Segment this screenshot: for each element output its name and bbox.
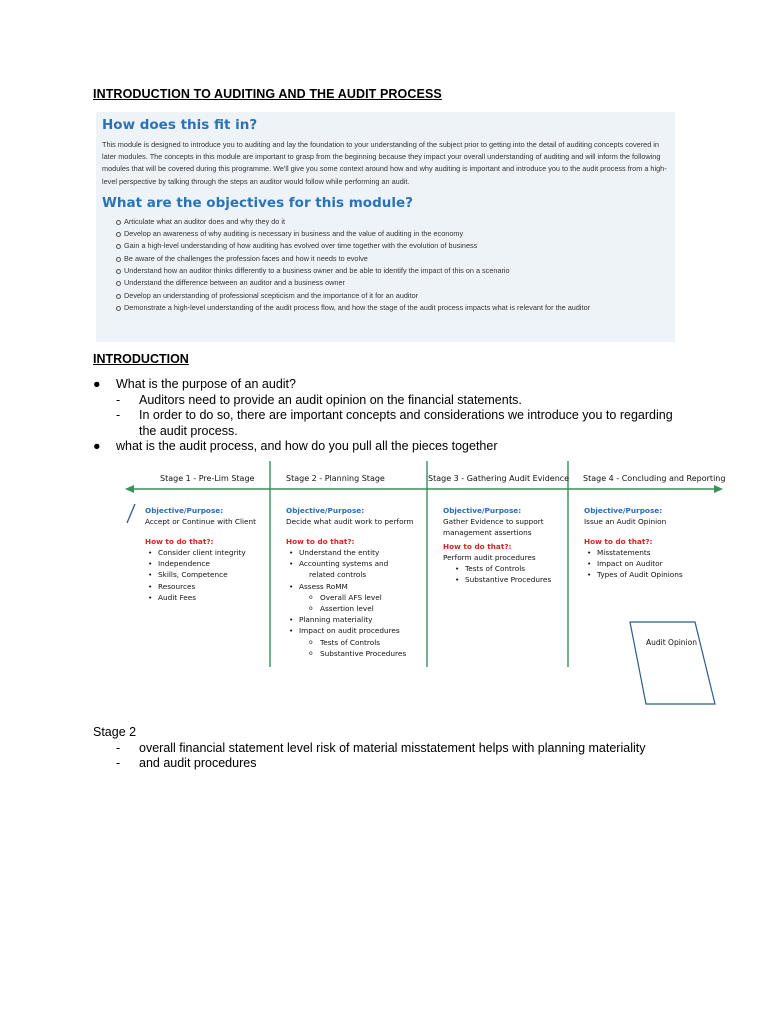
audit-opinion-parallelogram [630,622,715,704]
objective-item: Understand how an auditor thinks differently to a business owner and be able to identify the impact of this on a scenario [116,265,669,277]
stage-sub-item: o Tests of Controls [286,637,414,648]
stage-item: • Misstatements [584,547,683,558]
stage-item: • Audit Fees [145,592,256,603]
stage-4-header: Stage 4 - Concluding and Reporting [583,474,726,483]
dash-text: and audit procedures [139,756,257,770]
audit-opinion-label: Audit Opinion [646,638,697,647]
timeline-arrow-right-head [714,485,723,493]
stage-item: • Types of Audit Opinions [584,569,683,580]
bullet-marker: ● [93,377,101,391]
stage-2-content [286,505,414,659]
introduction-heading: INTRODUCTION [93,352,189,366]
slash-mark [127,504,135,523]
dash-marker: - [116,756,121,770]
stage-item: • Substantive Procedures [443,574,551,585]
stage-item: • Planning materiality [286,614,414,625]
dash-item [93,741,713,757]
stage-3-content [443,505,551,586]
objective-label: Objective/Purpose: [443,506,522,515]
dash-item [93,408,693,439]
bullet-marker: ● [93,439,101,453]
how-label: How to do that?: [584,537,653,546]
objective-text: Decide what audit work to perform [286,517,414,526]
dash-marker: - [116,740,121,755]
stage-item: • Resources [145,581,256,592]
bullet-item [93,377,693,393]
objective-label: Objective/Purpose: [145,506,224,515]
stage-item: • Understand the entity [286,547,414,558]
objective-text: Gather Evidence to support [443,517,544,526]
objective-item: Understand the difference between an auditor and a business owner [116,277,669,289]
module-overview-panel [96,112,675,342]
how-label: How to do that?: [443,542,512,551]
stage-item: • Impact on audit procedures [286,625,414,636]
how-text: Perform audit procedures [443,553,536,562]
stage-2-heading: Stage 2 [93,725,137,739]
introduction-bullets [93,377,693,455]
objectives-list [102,216,669,314]
stage-item-continuation: related controls [309,570,367,580]
objective-item: Be aware of the challenges the profession faces and how it needs to evolve [116,253,669,265]
stage-1-content [145,505,256,603]
objective-item: Articulate what an auditor does and why they do it [116,216,669,228]
objectives-heading: What are the objectives for this module? [102,194,413,211]
stage-sub-item: o Assertion level [286,603,414,614]
stage-sub-item: o Overall AFS level [286,592,414,603]
stage-1-header: Stage 1 - Pre-Lim Stage [160,474,255,483]
how-label: How to do that?: [286,537,355,546]
dash-text: In order to do so, there are important concepts and considerations we introduce you to regarding the audit process. [139,408,673,438]
objective-text: Accept or Continue with Client [145,517,257,526]
stage-item: • Independence [145,558,256,569]
dash-text: Auditors need to provide an audit opinion on the financial statements. [139,392,522,407]
stage-item: • Assess RoMM [286,581,414,592]
fit-heading: How does this fit in? [102,117,258,133]
dash-text: overall financial statement level risk of material misstatement helps with planning materiality [139,740,646,755]
dash-marker: - [116,408,121,422]
document-title: INTRODUCTION TO AUDITING AND THE AUDIT PROCESS [93,87,442,101]
objective-label: Objective/Purpose: [584,506,663,515]
stage-4-content [584,505,683,581]
objective-label: Objective/Purpose: [286,506,365,515]
stage-item: • Skills, Competence [145,569,256,580]
timeline-arrow-left-head [125,485,134,493]
dash-marker: - [116,392,121,407]
stage-2-notes [93,725,713,772]
objective-item: Demonstrate a high-level understanding of the audit process flow, and how the stage of the audit process impacts what is relevant for the auditor [116,302,669,314]
bullet-text: What is the purpose of an audit? [116,377,296,391]
objective-item: Develop an awareness of why auditing is necessary in business and the value of auditing in the economy [116,228,669,240]
objective-item: Gain a high-level understanding of how auditing has evolved over time together with the evolution of business [116,240,669,252]
objective-text: Issue an Audit Opinion [584,517,667,526]
stage-item: • Tests of Controls [443,563,551,574]
objective-item: Develop an understanding of professional scepticism and the importance of it for an auditor [116,290,669,302]
stage-sub-item: o Substantive Procedures [286,648,414,659]
stage-item: • Consider client integrity [145,547,256,558]
stage-item: • Impact on Auditor [584,558,683,569]
fit-paragraph: This module is designed to introduce you to auditing and lay the foundation to your understanding of the subject prior to getting into the detail of auditing concepts covered in later modules. The concepts in this module are important to grasp from the beginning because they impact your overall understanding of auditing and will inform the following modules that will be covered during this programme. We'll give you some context around how and why auditing is important and introduce you to the audit process from a high-level perspective by talking through the steps an auditor would follow while performing an audit. [102,140,667,186]
stage-3-header: Stage 3 - Gathering Audit Evidence [428,474,570,483]
stage-2-header: Stage 2 - Planning Stage [286,474,385,483]
objective-text: management assertions [443,528,532,537]
bullet-text: what is the audit process, and how do you pull all the pieces together [116,439,498,453]
bullet-item [93,439,693,455]
dash-item [93,756,713,772]
how-label: How to do that?: [145,537,214,546]
dash-item [93,393,693,409]
audit-process-diagram [118,458,732,708]
stage-item: • Accounting systems and [286,558,414,569]
